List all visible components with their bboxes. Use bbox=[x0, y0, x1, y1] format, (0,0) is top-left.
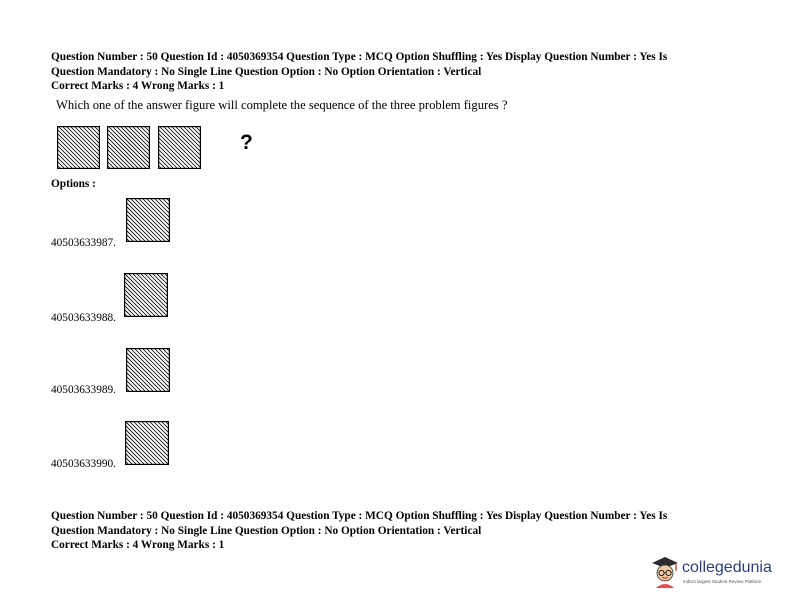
option-figure-2[interactable] bbox=[124, 273, 168, 317]
option-id-1[interactable]: 40503633987. bbox=[51, 237, 116, 249]
option-id-2[interactable]: 40503633988. bbox=[51, 312, 116, 324]
options-label: Options : bbox=[51, 178, 96, 190]
meta-line-1: Question Number : 50 Question Id : 4050369354 Question Type : MCQ Option Shuffling : Yes Display Question Number : Yes Is bbox=[51, 510, 668, 522]
option-figure-3[interactable] bbox=[126, 348, 170, 392]
option-figure-4[interactable] bbox=[125, 421, 169, 465]
question-text: Which one of the answer figure will complete the sequence of the three problem figures ? bbox=[56, 98, 508, 112]
missing-figure-mark: ? bbox=[240, 131, 253, 154]
question-meta bbox=[51, 50, 751, 94]
option-id-3[interactable]: 40503633989. bbox=[51, 384, 116, 396]
meta-line-2: Question Mandatory : No Single Line Question Option : No Option Orientation : Vertical bbox=[51, 65, 482, 78]
meta-line-2: Question Mandatory : No Single Line Question Option : No Option Orientation : Vertical bbox=[51, 524, 482, 537]
brand-tagline: India's largest Student Review Platform bbox=[683, 579, 762, 584]
student-mascot-icon bbox=[650, 555, 680, 589]
next-question-meta bbox=[51, 509, 751, 553]
problem-figure-2 bbox=[107, 126, 150, 169]
collegedunia-watermark bbox=[650, 555, 770, 591]
option-figure-1[interactable] bbox=[126, 198, 170, 242]
meta-line-1: Question Number : 50 Question Id : 4050369354 Question Type : MCQ Option Shuffling : Yes Display Question Number : Yes Is bbox=[51, 51, 668, 63]
problem-figure-3 bbox=[158, 126, 201, 169]
meta-line-3: Correct Marks : 4 Wrong Marks : 1 bbox=[51, 539, 225, 551]
meta-line-3: Correct Marks : 4 Wrong Marks : 1 bbox=[51, 80, 225, 92]
option-id-4[interactable]: 40503633990. bbox=[51, 458, 116, 470]
brand-name: collegedunia bbox=[682, 559, 772, 576]
problem-figure-1 bbox=[57, 126, 100, 169]
